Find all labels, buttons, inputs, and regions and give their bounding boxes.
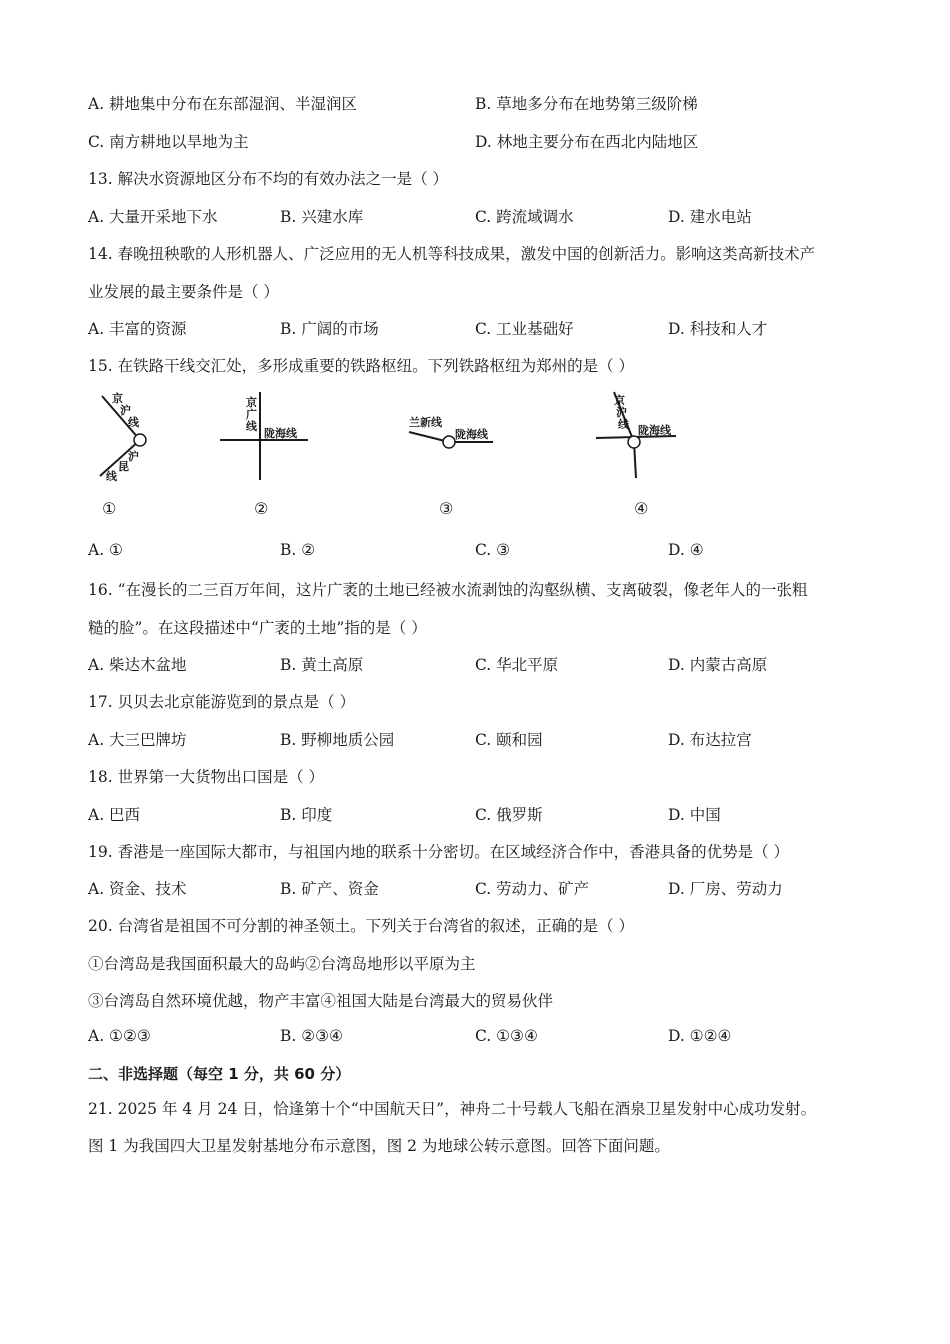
diagram-2-label-b: 陇海线 — [264, 427, 297, 440]
q17-option-d: D. 布达拉宫 — [668, 731, 752, 749]
diagram-2-label-a-char2: 广 — [246, 408, 257, 421]
q20-statements-2: ③台湾岛自然环境优越，物产丰富④祖国大陆是台湾最大的贸易伙伴 — [88, 992, 554, 1010]
q16-stem-line2: 糙的脸”。在这段描述中“广袤的土地”指的是（ ） — [88, 619, 427, 637]
q13-option-b: B. 兴建水库 — [280, 208, 364, 226]
q12-option-d: D. 林地主要分布在西北内陆地区 — [475, 133, 699, 151]
q20-statements-1: ①台湾岛是我国面积最大的岛屿②台湾岛地形以平原为主 — [88, 955, 476, 973]
diagram-4-number: ④ — [634, 499, 649, 518]
q21-stem-line1: 21. 2025 年 4 月 24 日，恰逢第十个“中国航天日”，神舟二十号载人飞船在酒泉卫星发射中心成功发射。 — [88, 1100, 817, 1118]
q15-stem: 15. 在铁路干线交汇处，多形成重要的铁路枢纽。下列铁路枢纽为郑州的是（ ） — [88, 357, 635, 375]
q19-option-a: A. 资金、技术 — [88, 880, 187, 898]
q14-stem-line1: 14. 春晚扭秧歌的人形机器人、广泛应用的无人机等科技成果，激发中国的创新活力。影响这类高新技术产 — [88, 245, 816, 263]
q16-option-c: C. 华北平原 — [475, 656, 559, 674]
q12-option-b: B. 草地多分布在地势第三级阶梯 — [475, 95, 698, 113]
q15-option-c: C. ③ — [475, 541, 511, 559]
q15-option-a: A. ① — [88, 541, 123, 559]
q13-option-c: C. 跨流域调水 — [475, 208, 574, 226]
q13-stem: 13. 解决水资源地区分布不均的有效办法之一是（ ） — [88, 170, 449, 188]
diagram-4-label-a-char3: 线 — [618, 418, 629, 431]
q14-option-a: A. 丰富的资源 — [88, 320, 187, 338]
diagram-4-label-b: 陇海线 — [638, 424, 671, 437]
diagram-1-number: ① — [102, 499, 117, 518]
diagram-1-label-a-char3: 线 — [128, 416, 139, 429]
diagram-3-label-a: 兰新线 — [409, 416, 442, 429]
diagram-1-label-a-char1: 京 — [112, 392, 123, 405]
railway-diagram-4 — [594, 388, 694, 518]
q14-stem-line2: 业发展的最主要条件是（ ） — [88, 283, 279, 301]
q20-option-d: D. ①②④ — [668, 1027, 732, 1045]
diagram-2-number: ② — [254, 499, 269, 518]
q18-option-d: D. 中国 — [668, 806, 721, 824]
q16-stem-line1: 16. “在漫长的二三百万年间，这片广袤的土地已经被水流剥蚀的沟壑纵横、支离破裂，像老年人的一张粗 — [88, 581, 808, 599]
q16-option-a: A. 柴达木盆地 — [88, 656, 187, 674]
q18-option-b: B. 印度 — [280, 806, 333, 824]
q17-option-a: A. 大三巴牌坊 — [88, 731, 187, 749]
q18-stem: 18. 世界第一大货物出口国是（ ） — [88, 768, 325, 786]
q13-option-d: D. 建水电站 — [668, 208, 752, 226]
diagram-1-label-a-char2: 沪 — [120, 404, 131, 417]
q15-option-d: D. ④ — [668, 541, 704, 559]
q20-stem: 20. 台湾省是祖国不可分割的神圣领土。下列关于台湾省的叙述，正确的是（ ） — [88, 917, 635, 935]
q21-stem-line2: 图 1 为我国四大卫星发射基地分布示意图，图 2 为地球公转示意图。回答下面问题。 — [88, 1137, 670, 1155]
q20-option-c: C. ①③④ — [475, 1027, 538, 1045]
diagram-2-label-a-char3: 线 — [246, 420, 257, 433]
q16-option-b: B. 黄土高原 — [280, 656, 364, 674]
q19-option-b: B. 矿产、资金 — [280, 880, 379, 898]
railway-diagram-1 — [88, 388, 168, 518]
diagram-3-number: ③ — [439, 499, 454, 518]
q14-option-c: C. 工业基础好 — [475, 320, 574, 338]
diagram-1-label-b-char2: 昆 — [118, 460, 129, 473]
q12-option-c: C. 南方耕地以旱地为主 — [88, 133, 249, 151]
q17-stem: 17. 贝贝去北京能游览到的景点是（ ） — [88, 693, 356, 711]
railway-diagram-2 — [218, 388, 318, 518]
q18-option-a: A. 巴西 — [88, 806, 141, 824]
q14-option-d: D. 科技和人才 — [668, 320, 768, 338]
q20-option-a: A. ①②③ — [88, 1027, 151, 1045]
q16-option-d: D. 内蒙古高原 — [668, 656, 768, 674]
diagram-4-label-a-char1: 京 — [614, 394, 625, 407]
diagram-3-label-b: 陇海线 — [455, 428, 488, 441]
q15-option-b: B. ② — [280, 541, 316, 559]
q19-stem: 19. 香港是一座国际大都市，与祖国内地的联系十分密切。在区域经济合作中，香港具备的优势是（ ） — [88, 843, 790, 861]
q19-option-d: D. 厂房、劳动力 — [668, 880, 783, 898]
railway-diagram-3 — [405, 388, 515, 518]
section-heading: 二、非选择题（每空 1 分，共 60 分） — [88, 1065, 351, 1083]
q17-option-b: B. 野柳地质公园 — [280, 731, 395, 749]
q13-option-a: A. 大量开采地下水 — [88, 208, 218, 226]
q19-option-c: C. 劳动力、矿产 — [475, 880, 590, 898]
q17-option-c: C. 颐和园 — [475, 731, 543, 749]
diagram-1-label-b-char1: 沪 — [128, 450, 139, 463]
q12-option-a: A. 耕地集中分布在东部湿润、半湿润区 — [88, 95, 358, 113]
q20-option-b: B. ②③④ — [280, 1027, 343, 1045]
q18-option-c: C. 俄罗斯 — [475, 806, 543, 824]
q14-option-b: B. 广阔的市场 — [280, 320, 379, 338]
diagram-2-label-a-char1: 京 — [246, 396, 257, 409]
diagram-4-label-a-char2: 沪 — [616, 406, 627, 419]
diagram-1-label-b-char3: 线 — [106, 470, 117, 483]
